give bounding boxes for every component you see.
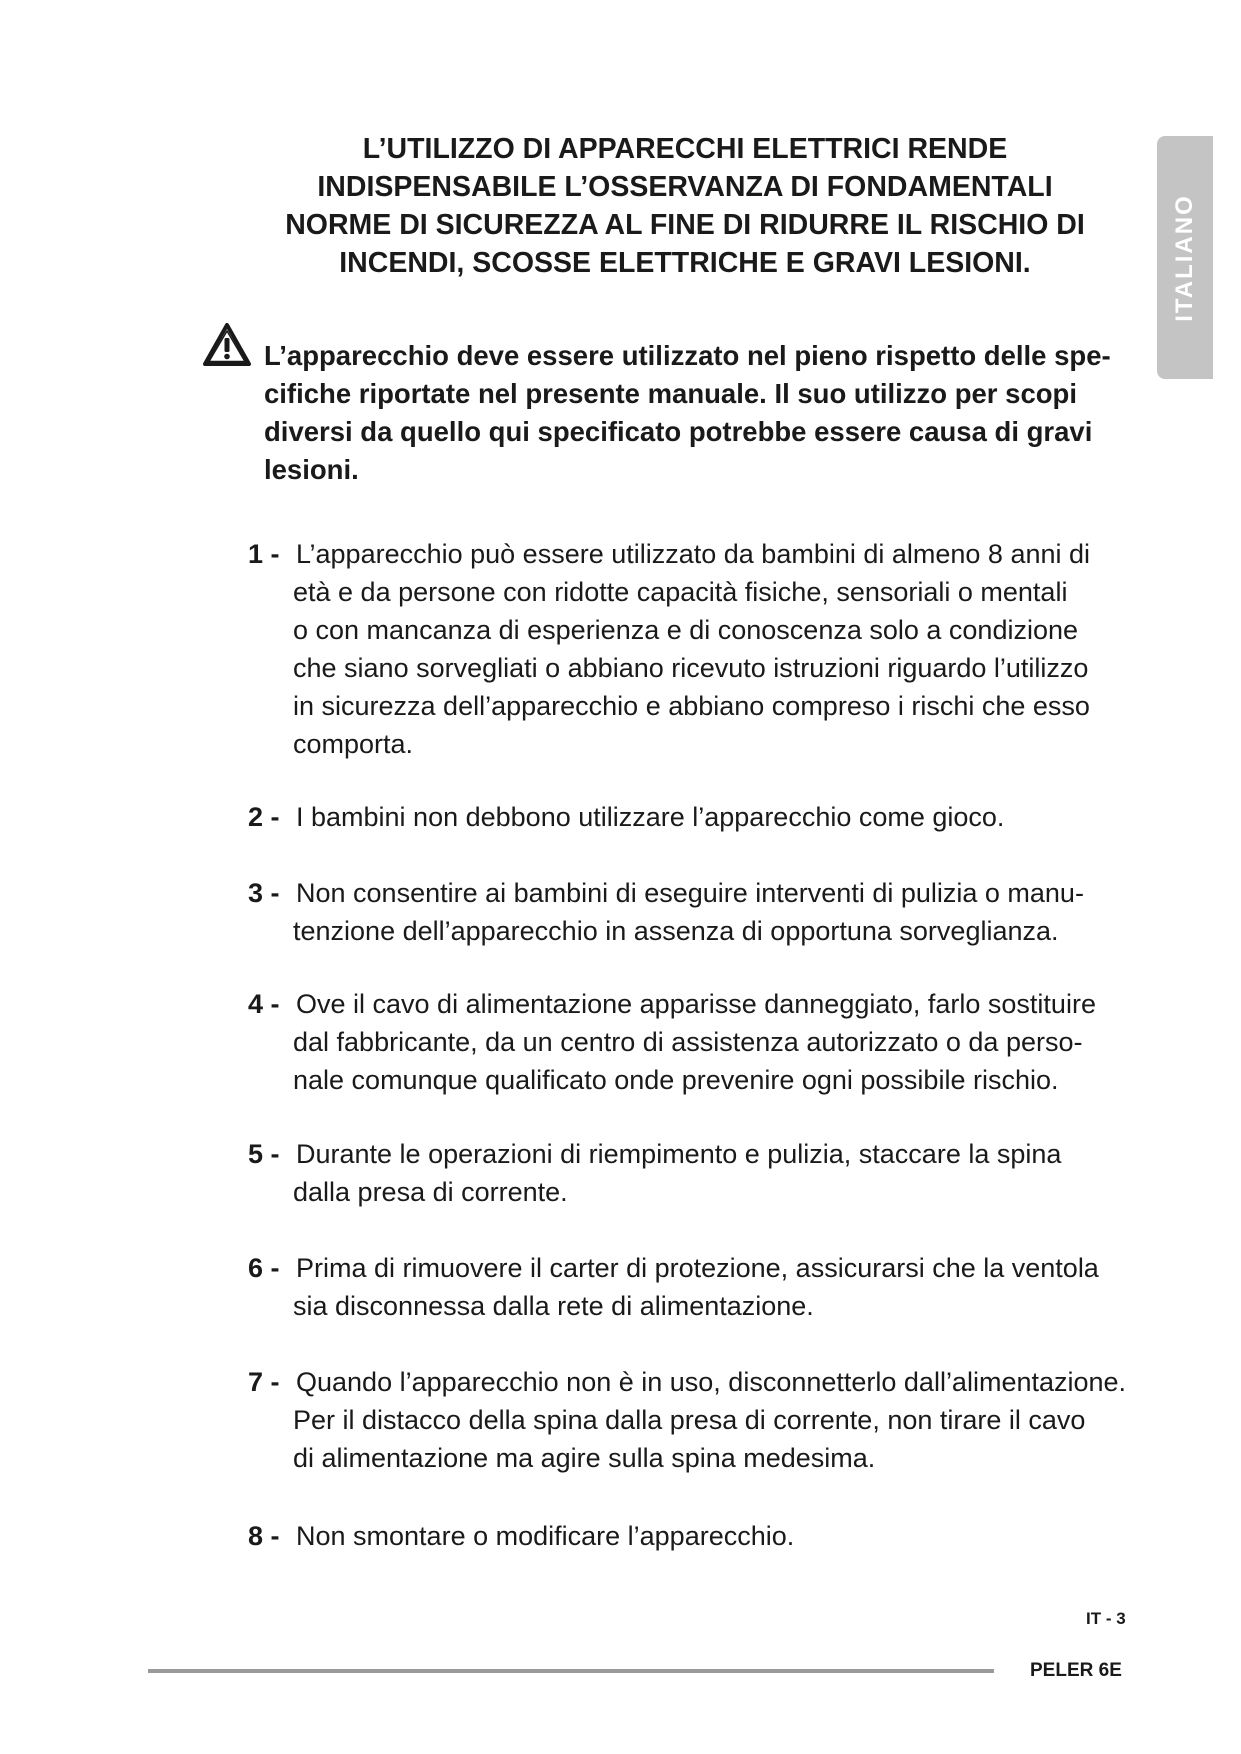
rule-line: Non smontare o modificare l’apparecchio.	[296, 1521, 795, 1551]
footer-divider	[148, 1669, 994, 1673]
warning-line: lesioni.	[264, 454, 359, 485]
rule-line: Durante le operazioni di riempimento e pulizia, staccare la spina	[296, 1139, 1062, 1169]
warning-triangle-icon	[202, 322, 252, 368]
rule-line: Non consentire ai bambini di eseguire interventi di pulizia o manu-	[296, 878, 1084, 908]
rule-line: in sicurezza dell’apparecchio e abbiano compreso i rischi che esso	[293, 691, 1090, 721]
title-line: NORME DI SICUREZZA AL FINE DI RIDURRE IL RISCHIO DI	[285, 209, 1085, 241]
warning-line: cifiche riportate nel presente manuale. Il suo utilizzo per scopi	[264, 378, 1077, 409]
rule-text	[293, 1363, 1173, 1477]
rule-line: comporta.	[293, 729, 414, 759]
rule-text	[293, 985, 1173, 1099]
rule-line: età e da persone con ridotte capacità fisiche, sensoriali o mentali	[293, 577, 1068, 607]
rule-number: 6 -	[248, 1253, 280, 1283]
warning-text	[264, 337, 1152, 489]
warning-line: diversi da quello qui specificato potrebbe essere causa di gravi	[264, 416, 1093, 447]
rule-number: 2 -	[248, 802, 280, 832]
page-number: IT - 3	[1086, 1609, 1126, 1628]
rule-line: dalla presa di corrente.	[293, 1177, 568, 1207]
rule-line: o con mancanza di esperienza e di conoscenza solo a condizione	[293, 615, 1079, 645]
warning-line: L’apparecchio deve essere utilizzato nel pieno rispetto delle spe-	[264, 340, 1111, 371]
rule-text	[293, 798, 1173, 836]
rule-line: che siano sorvegliati o abbiano ricevuto istruzioni riguardo l’utilizzo	[293, 653, 1089, 683]
safety-title	[200, 130, 1170, 282]
title-line: INCENDI, SCOSSE ELETTRICHE E GRAVI LESIONI.	[339, 247, 1031, 279]
rule-number: 1 -	[248, 539, 280, 569]
rule-number: 8 -	[248, 1521, 280, 1551]
rule-number: 5 -	[248, 1139, 280, 1169]
rule-text	[293, 1135, 1173, 1211]
rule-line: nale comunque qualificato onde prevenire ogni possibile rischio.	[293, 1065, 1059, 1095]
rule-number: 7 -	[248, 1367, 280, 1397]
rule-line: L’apparecchio può essere utilizzato da bambini di almeno 8 anni di	[296, 539, 1091, 569]
rule-text	[293, 874, 1173, 950]
rule-line: Quando l’apparecchio non è in uso, disconnetterlo dall’alimentazione.	[296, 1367, 1127, 1397]
rule-line: Ove il cavo di alimentazione apparisse danneggiato, farlo sostituire	[296, 989, 1096, 1019]
rule-line: Prima di rimuovere il carter di protezione, assicurarsi che la ventola	[296, 1253, 1099, 1283]
model-name: PELER 6E	[1030, 1660, 1122, 1681]
rule-line: dal fabbricante, da un centro di assistenza autorizzato o da perso-	[293, 1027, 1083, 1057]
rule-number: 3 -	[248, 878, 280, 908]
rule-text	[293, 1249, 1173, 1325]
rule-line: I bambini non debbono utilizzare l’apparecchio come gioco.	[296, 802, 1005, 832]
rule-line: tenzione dell’apparecchio in assenza di opportuna sorveglianza.	[293, 916, 1059, 946]
rule-text	[293, 535, 1173, 763]
title-line: L’UTILIZZO DI APPARECCHI ELETTRICI RENDE	[362, 133, 1008, 165]
rule-line: sia disconnessa dalla rete di alimentazione.	[293, 1291, 814, 1321]
rule-number: 4 -	[248, 989, 280, 1019]
language-tab-label: ITALIANO	[1171, 193, 1198, 322]
rule-line: Per il distacco della spina dalla presa di corrente, non tirare il cavo	[293, 1405, 1086, 1435]
rule-text	[293, 1517, 1173, 1555]
title-line: INDISPENSABILE L’OSSERVANZA DI FONDAMENTALI	[317, 171, 1053, 203]
rule-line: di alimentazione ma agire sulla spina medesima.	[293, 1443, 876, 1473]
